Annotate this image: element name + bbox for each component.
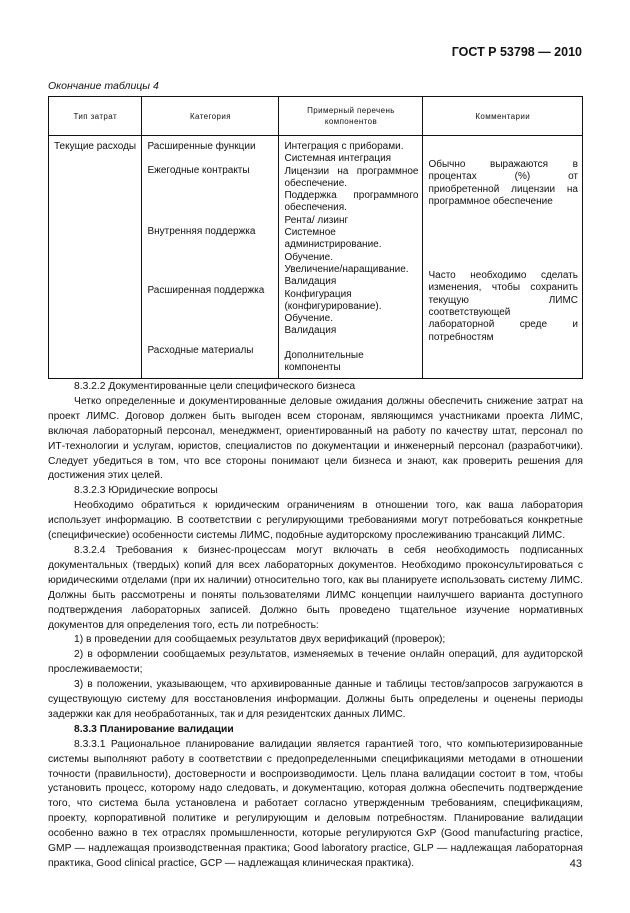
category-item: Расходные материалы — [147, 345, 254, 356]
column-header-category: Категория — [142, 97, 279, 136]
category-item: Ежегодные контракты — [147, 165, 250, 176]
type-cell — [49, 136, 142, 379]
component-item: Лицензии на программное обеспечение. — [284, 165, 419, 189]
table-caption: Окончание таблицы 4 — [48, 80, 159, 92]
section-heading: 8.3.2.2 Документированные цели специфического бизнеса — [74, 381, 356, 392]
category-item: Внутренняя поддержка — [147, 226, 256, 237]
type-cost-value: Текущие расходы — [54, 141, 137, 152]
column-header-comments: Комментарии — [423, 97, 583, 136]
body-text — [48, 380, 583, 872]
page-number: 43 — [569, 858, 582, 870]
column-header-components: Примерный перечень компонентов — [279, 97, 423, 136]
component-item: Валидация — [284, 276, 337, 288]
section-heading: 8.3.2.3 Юридические вопросы — [74, 485, 218, 497]
list-item: 3) в положении, указывающем, что архивированные данные и таблицы тестов/запросов загружаются в существующую систему для восстановления информации. Должны быть определены и оценены периоды задержки как для необработанных, так и для резидентских данных ЛИМС. — [48, 679, 583, 720]
list-item: 2) в оформлении сообщаемых результатов, изменяемых в течение онлайн операций, для аудиторской прослеживаемости; — [48, 649, 583, 676]
component-item: Интеграция с приборами. — [284, 141, 404, 152]
cost-table — [48, 96, 583, 379]
category-item: Расширенные функции — [147, 141, 256, 152]
component-item: Увеличение/наращивание. — [284, 263, 409, 275]
paragraph: 8.3.3.1 Рациональное планирование валидации является гарантией того, что компьютеризированные системы выполняют работу в соответствии с предопределенными спецификациями методами в отношении точности (правильности), достоверности и воспроизводимости. Цель плана валидации состоит в том, чтобы установить процесс, которому надо следовать, и документацию, которая должна обеспечить подтверждение того, что система была установлена и работает согласно утвержденным требованиям, спецификациям, проекту, корпоративной политике и регулирующим и деловым потребностям. Планирование валидации особенно важно в тех отраслях промышленности, которые регулируются GxP (Good manufacturing practice, GMP — надлежащая производственная практика; Good laboratory practice, GLP — надлежащая лабораторная практика, Good clinical practice, GCP — надлежащая клиническая практика). — [48, 738, 583, 869]
paragraph: 8.3.2.4 Требования к бизнес-процессам могут включать в себя необходимость подписанных документальных (твердых) копий для всех лабораторных документов. Необходимо проконсультироваться с юридическими отделами (при их наличии) относительно того, как вы планируете использовать систему ЛИМС. Должны быть рассмотрены и поняты пользователями ЛИМС концепции наилучшего варианта доступного подтверждения лабораторных записей. Должно быть проведено тщательное изучение нормативных документов для определения того, есть ли потребность: — [48, 544, 583, 631]
component-item: Обучение. — [284, 251, 333, 263]
category-item: Расширенная поддержка — [147, 285, 265, 296]
category-cell — [142, 136, 279, 379]
comment-item: Часто необходимо сделать изменения, чтобы сохранить текущую ЛИМС соответствующей лабораторной среде и потребностям — [428, 270, 578, 343]
component-item: Валидация — [284, 325, 337, 337]
component-item: Системное администрирование. — [284, 227, 382, 251]
comments-cell — [423, 136, 583, 379]
table-header-row — [49, 97, 583, 136]
section-heading: 8.3.3 Планирование валидации — [74, 723, 234, 735]
component-item: Системная интеграция — [284, 153, 392, 165]
components-cell — [279, 136, 423, 379]
table-row — [49, 136, 583, 379]
paragraph: Необходимо обратиться к юридическим ограничениям в отношении того, как ваша лаборатория использует информацию. В соответствии с регулирующими требованиями могут потребоваться конкретные (специфические) особенности системы ЛИМС, подобные аудиторскому прослеживанию трансакций ЛИМС. — [48, 500, 583, 542]
component-item: Обучение. — [284, 313, 333, 325]
list-item: 1) в проведении для сообщаемых результатов двух верификаций (проверок); — [74, 634, 446, 646]
component-item: Дополнительные компоненты — [284, 349, 364, 374]
paragraph: Четко определенные и документированные деловые ожидания должны обеспечить снижение затрат на проект ЛИМС. Договор должен быть выгоден всем сторонам, являющимся участниками проекта ЛИМС, включая лабораторный персонал, менеджмент, ориентированный на работу по качеству штат, персонал по ИТ-технологии и услугам, юристов, специалистов по документации и инженерный персонал (разработчики). Следует убедиться в том, что все стороны понимают цели бизнеса и знают, как проверить решения для достижения этих целей. — [48, 395, 583, 482]
comment-item: Обычно выражаются в процентах (%) от приобретенной лицензии на программное обеспечение — [428, 159, 578, 207]
component-item: Поддержка программного обеспечения. — [284, 190, 419, 214]
standard-header: ГОСТ Р 53798 — 2010 — [451, 45, 582, 59]
component-item: Рента/ лизинг — [284, 214, 349, 226]
component-item: Конфигурация (конфигурирование). — [284, 288, 382, 312]
column-header-type: Тип затрат — [49, 97, 142, 136]
